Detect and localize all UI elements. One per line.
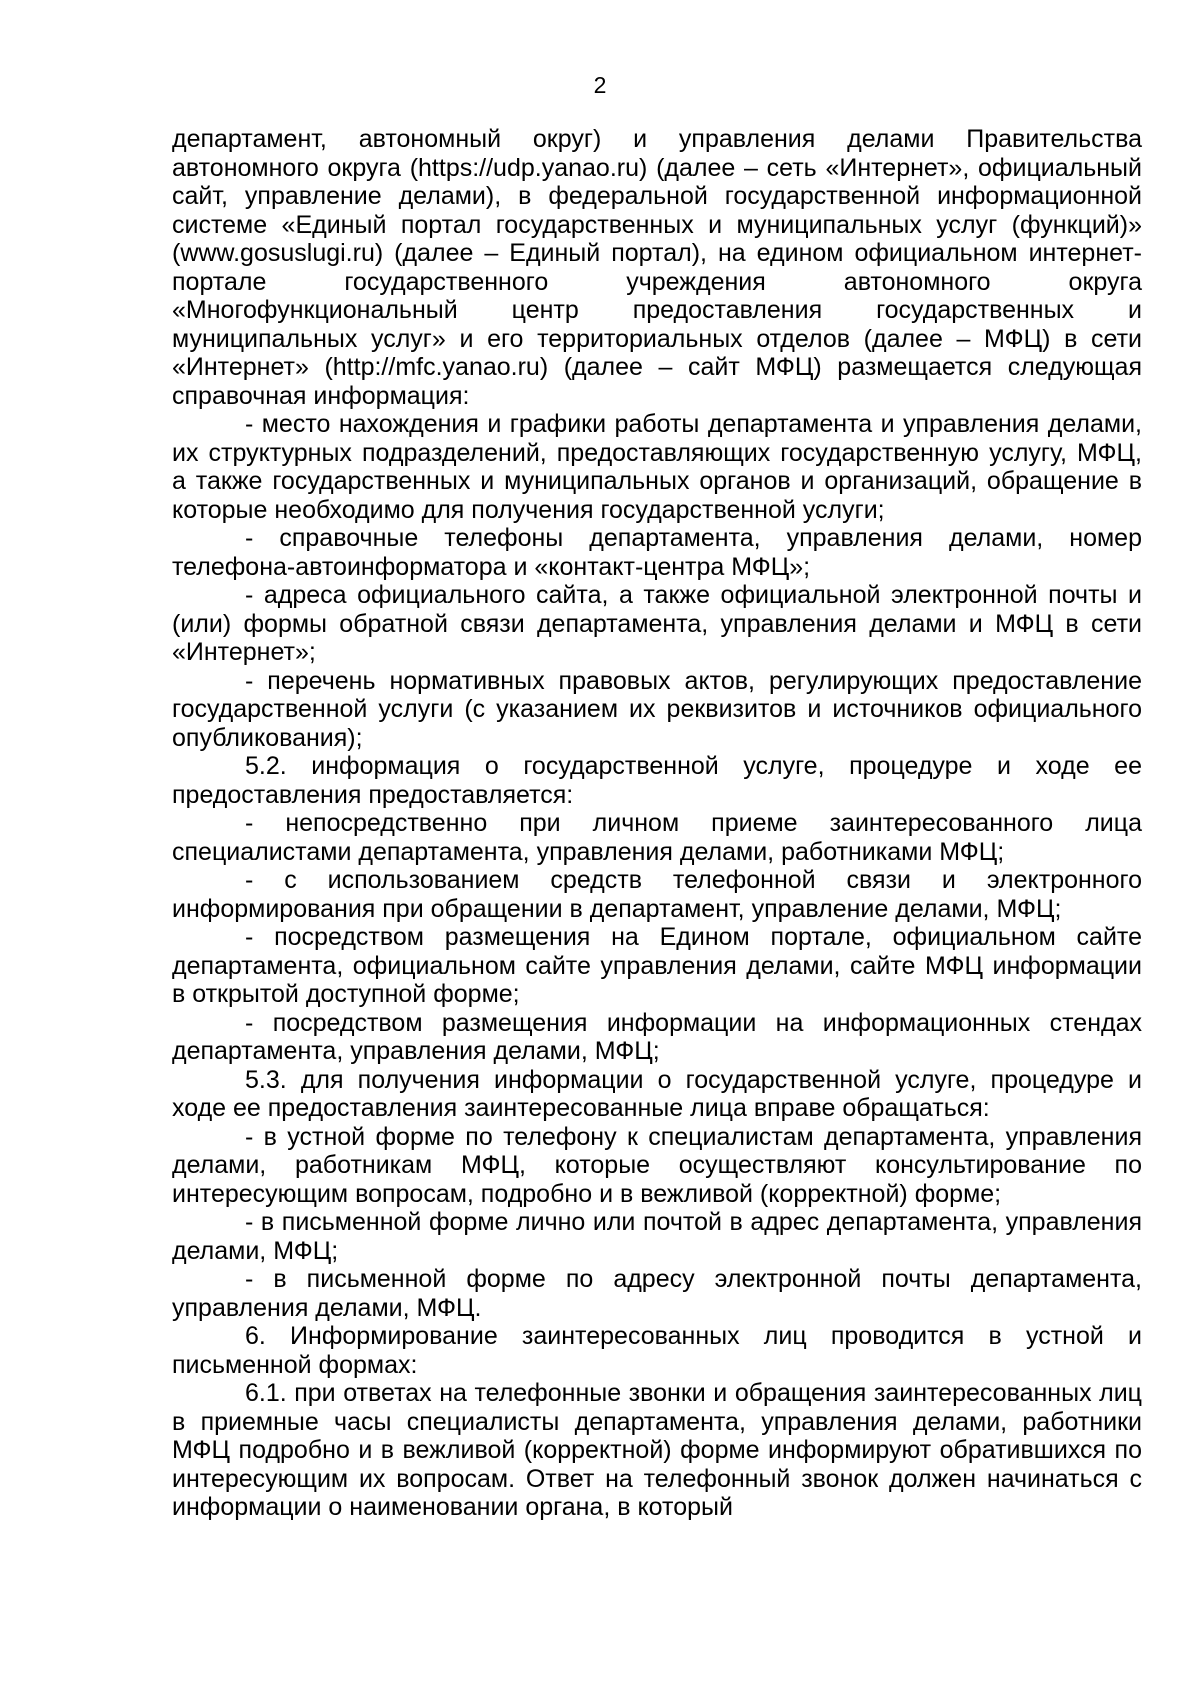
page-number: 2: [593, 72, 607, 98]
paragraph: - в устной форме по телефону к специалистам департамента, управления делами, работникам МФЦ, которые осуществляют консультирование по интересующим вопросам, подробно и в вежливой (корректной) форме;: [172, 1122, 1142, 1208]
paragraph: - посредством размещения на Едином портале, официальном сайте департамента, официальном сайте управления делами, сайте МФЦ информации в открытой доступной форме;: [172, 923, 1142, 1008]
paragraph: - справочные телефоны департамента, управления делами, номер телефона-автоинформатора и «контакт-центра МФЦ»;: [172, 524, 1142, 581]
paragraph: - адреса официального сайта, а также официальной электронной почты и (или) формы обратной связи департамента, управления делами и МФЦ в сети «Интернет»;: [172, 581, 1142, 666]
paragraph: 6.1. при ответах на телефонные звонки и обращения заинтересованных лиц в приемные часы специалисты департамента, управления делами, работники МФЦ подробно и в вежливой (корректной) форме информируют обратившихся по интересующим их вопросам. Ответ на телефонный звонок должен начинаться с информации о наименовании органа, в который: [172, 1379, 1142, 1521]
paragraph: - в письменной форме лично или почтой в адрес департамента, управления делами, МФЦ;: [172, 1208, 1142, 1265]
paragraph: - в письменной форме по адресу электронной почты департамента, управления делами, МФЦ.: [172, 1265, 1142, 1322]
paragraph: департамент, автономный округ) и управления делами Правительства автономного округа (https://udp.yanao.ru) (далее – сеть «Интернет», официальный сайт, управление делами), в федеральной государственной информационной системе «Единый портал государственных и муниципальных услуг (функций)» (www.gosuslugi.ru) (далее – Единый портал), на едином официальном интернет-портале государственного учреждения автономного округа «Многофункциональный центр предоставления государственных и муниципальных услуг» и его территориальных отделов (далее – МФЦ) в сети «Интернет» (http://mfc.yanao.ru) (далее – сайт МФЦ) размещается следующая справочная информация:: [172, 125, 1142, 410]
document-body: [172, 125, 1142, 1522]
paragraph: 6. Информирование заинтересованных лиц проводится в устной и письменной формах:: [172, 1322, 1142, 1379]
paragraph: - с использованием средств телефонной связи и электронного информирования при обращении в департамент, управление делами, МФЦ;: [172, 866, 1142, 923]
paragraph: - перечень нормативных правовых актов, регулирующих предоставление государственной услуги (с указанием их реквизитов и источников официального опубликования);: [172, 666, 1142, 752]
paragraph: - место нахождения и графики работы департамента и управления делами, их структурных подразделений, предоставляющих государственную услугу, МФЦ, а также государственных и муниципальных органов и организаций, обращение в которые необходимо для получения государственной услуги;: [172, 410, 1142, 524]
paragraph: - посредством размещения информации на информационных стендах департамента, управления делами, МФЦ;: [172, 1008, 1142, 1065]
paragraph: 5.3. для получения информации о государственной услуге, процедуре и ходе ее предоставления заинтересованные лица вправе обращаться:: [172, 1065, 1142, 1122]
paragraph: - непосредственно при личном приеме заинтересованного лица специалистами департамента, управления делами, работниками МФЦ;: [172, 809, 1142, 866]
paragraph: 5.2. информация о государственной услуге, процедуре и ходе ее предоставления предоставляется:: [172, 752, 1142, 809]
